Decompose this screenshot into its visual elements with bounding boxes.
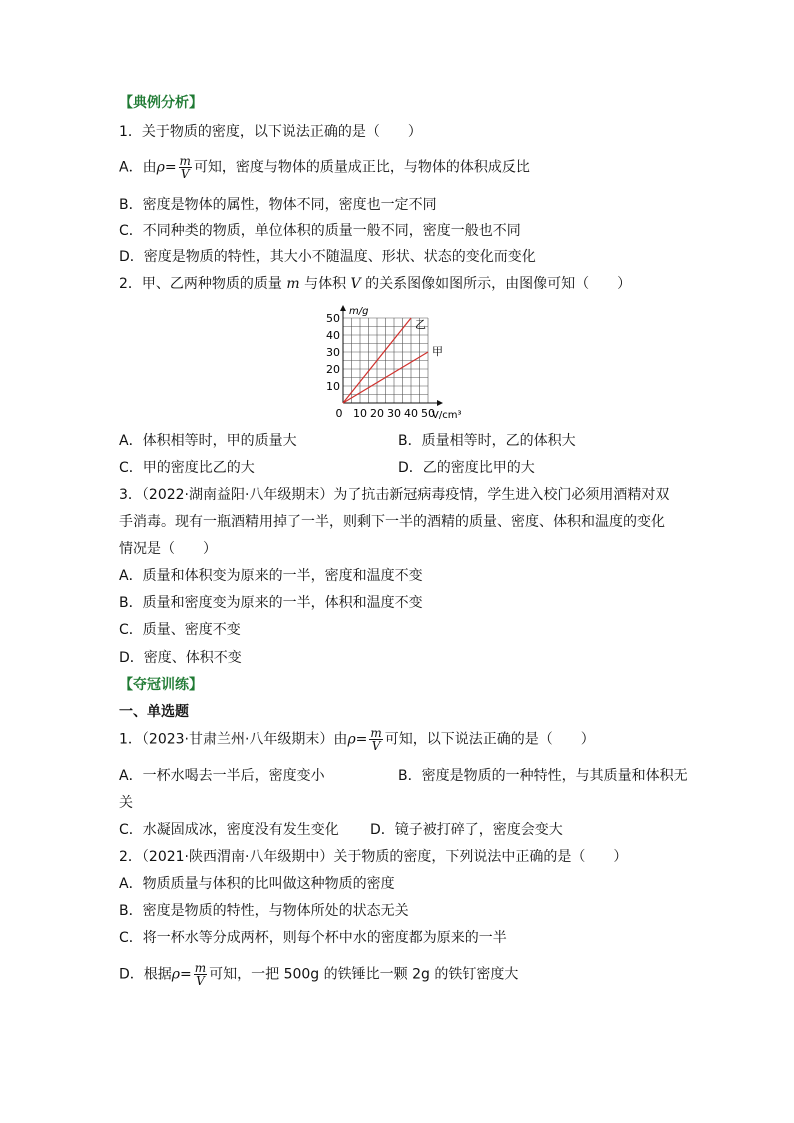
equals-sign: = xyxy=(355,731,368,748)
y-axis-label: m/g xyxy=(349,306,369,317)
q3-stem-line-2: 手消毒。现有一瓶酒精用掉了一半，则剩下一半的酒精的质量、密度、体积和温度的变化 xyxy=(119,514,665,530)
t1-stem-suffix: 可知，以下说法正确的是（ ） xyxy=(384,731,595,748)
q1-option-c[interactable]: C．不同种类的物质，单位体积的质量一般不同，密度一般也不同 xyxy=(119,223,521,239)
q2-option-d[interactable]: D．乙的密度比甲的大 xyxy=(398,460,535,476)
x-tick-label: 10 xyxy=(353,407,367,420)
q2-option-a[interactable]: A．体积相等时，甲的质量大 xyxy=(119,433,297,449)
rho-symbol: ρ xyxy=(156,159,165,176)
equals-sign: = xyxy=(164,159,177,176)
q1-option-a-prefix: A．由 xyxy=(119,159,157,176)
origin-label: 0 xyxy=(335,407,343,420)
volume-symbol: V xyxy=(350,276,361,292)
t1-stem xyxy=(119,727,595,752)
t2-option-d[interactable] xyxy=(119,962,518,987)
t2-option-b[interactable]: B．密度是物质的特性，与物体所处的状态无关 xyxy=(119,903,409,919)
x-tick-label: 50 xyxy=(421,407,435,420)
q2-stem-middle: 与体积 xyxy=(299,276,351,292)
x-tick-label: 40 xyxy=(404,407,418,420)
y-tick-label: 10 xyxy=(326,380,340,393)
series-label-2: 甲 xyxy=(432,345,443,358)
q1-option-a[interactable] xyxy=(119,155,530,180)
q2-option-b[interactable]: B．质量相等时，乙的体积大 xyxy=(398,433,576,449)
part-title-single-choice: 一、单选题 xyxy=(119,704,189,720)
x-tick-labels xyxy=(353,407,435,420)
q1-option-d[interactable]: D．密度是物质的特性，其大小不随温度、形状、状态的变化而变化 xyxy=(119,249,536,265)
q3-option-c[interactable]: C．质量、密度不变 xyxy=(119,622,241,638)
density-fraction xyxy=(194,962,207,987)
t1-option-a[interactable]: A．一杯水喝去一半后，密度变小 xyxy=(119,768,325,784)
x-tick-label: 30 xyxy=(387,407,401,420)
q3-option-a[interactable]: A．质量和体积变为原来的一半，密度和温度不变 xyxy=(119,568,423,584)
q3-option-d[interactable]: D．密度、体积不变 xyxy=(119,650,242,666)
q2-stem-prefix: 2．甲、乙两种物质的质量 xyxy=(119,276,287,292)
t1-option-b-continued: 关 xyxy=(119,795,133,811)
t1-option-d[interactable]: D．镜子被打碎了，密度会变大 xyxy=(370,822,563,838)
q1-option-b[interactable]: B．密度是物体的属性，物体不同，密度也一定不同 xyxy=(119,197,437,213)
q3-option-b[interactable]: B．质量和密度变为原来的一半，体积和温度不变 xyxy=(119,595,423,611)
density-fraction xyxy=(369,727,382,752)
rho-symbol: ρ xyxy=(171,966,181,983)
y-tick-label: 30 xyxy=(326,346,340,359)
y-tick-labels xyxy=(326,312,340,393)
fraction-denominator: V xyxy=(180,167,190,181)
series-label-1: 乙 xyxy=(415,318,426,331)
mass-symbol: m xyxy=(286,276,300,292)
fraction-numerator: m xyxy=(179,154,191,168)
q2-stem xyxy=(119,274,631,294)
t1-stem-prefix: 1．（2023·甘肃兰州·八年级期末）由 xyxy=(119,731,348,748)
t2-option-d-prefix: D．根据 xyxy=(119,966,172,983)
y-tick-label: 20 xyxy=(326,363,340,376)
fraction-denominator: V xyxy=(196,974,205,988)
rho-symbol: ρ xyxy=(347,731,356,748)
q1-stem: 1．关于物质的密度，以下说法正确的是（ ） xyxy=(119,124,422,140)
x-tick-label: 20 xyxy=(370,407,384,420)
t2-option-d-text: 可知，一把 500g 的铁锤比一颗 2g 的铁钉密度大 xyxy=(209,966,519,983)
fraction-numerator: m xyxy=(194,961,207,975)
density-fraction xyxy=(179,155,192,180)
q2-option-c[interactable]: C．甲的密度比乙的大 xyxy=(119,460,255,476)
y-tick-label: 50 xyxy=(326,312,340,325)
q3-stem-line-3: 情况是（ ） xyxy=(119,541,217,557)
t1-option-b[interactable]: B．密度是物质的一种特性，与其质量和体积无 xyxy=(398,768,688,784)
q3-stem-line-1: 3．（2022·湖南益阳·八年级期末）为了抗击新冠病毒疫情，学生进入校门必须用酒精对双 xyxy=(119,487,670,503)
t2-option-a[interactable]: A．物质质量与体积的比叫做这种物质的密度 xyxy=(119,876,395,892)
fraction-numerator: m xyxy=(370,726,382,740)
mass-volume-chart xyxy=(322,300,482,425)
t1-option-c[interactable]: C．水凝固成冰，密度没有发生变化 xyxy=(119,822,339,838)
t2-stem: 2．（2021·陕西渭南·八年级期中）关于物质的密度，下列说法中正确的是（ ） xyxy=(119,849,628,865)
q2-stem-suffix: 的关系图像如图所示，由图像可知（ ） xyxy=(360,276,632,292)
fraction-denominator: V xyxy=(371,739,381,753)
t2-option-c[interactable]: C．将一杯水等分成两杯，则每个杯中水的密度都为原来的一半 xyxy=(119,930,507,946)
x-axis-label: V/cm³ xyxy=(432,410,462,421)
section-title-example-analysis: 【典例分析】 xyxy=(119,95,203,111)
section-title-champion-training: 【夺冠训练】 xyxy=(119,677,203,693)
y-tick-label: 40 xyxy=(326,329,340,342)
q1-option-a-text: 可知，密度与物体的质量成正比，与物体的体积成反比 xyxy=(193,159,530,176)
equals-sign: = xyxy=(180,966,192,983)
